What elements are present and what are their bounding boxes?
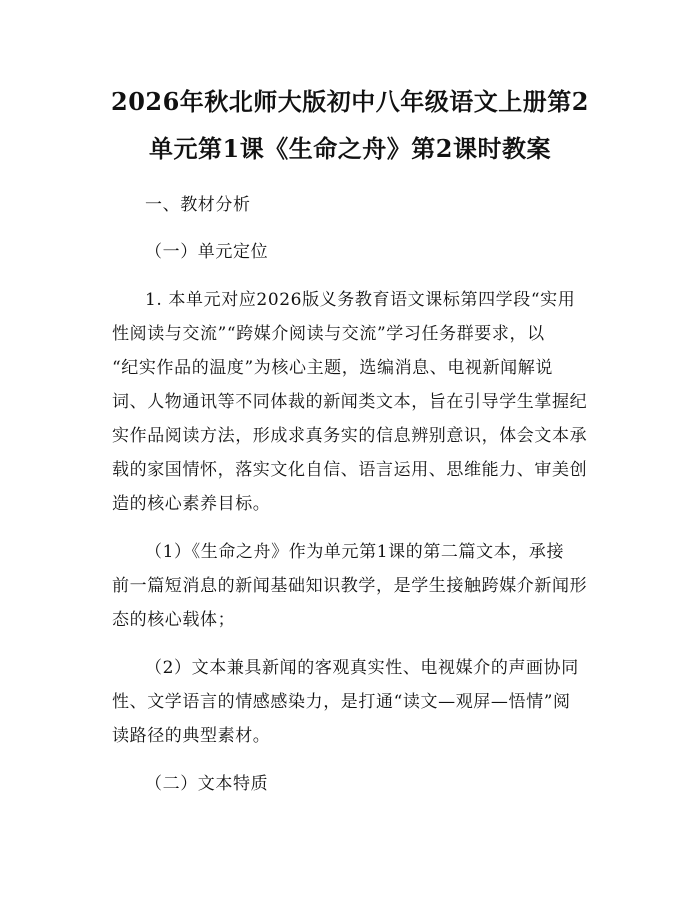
subsection-heading-unit-positioning: （一）单元定位 (145, 242, 269, 262)
paragraph-2-line: 前一篇短消息的新闻基础知识教学，是学生接触跨媒介新闻形 (112, 576, 588, 596)
paragraph-2-line: 态的核心载体； (112, 610, 236, 630)
document-title-line-2: 单元第1课《生命之舟》第2课时教案 (149, 134, 551, 163)
paragraph-1-line: 1. 本单元对应2026版义务教育语文课标第四学段“实用 (145, 290, 576, 310)
paragraph-1-line: “纪实作品的温度”为核心主题，选编消息、电视新闻解说 (112, 358, 553, 378)
section-heading-textbook-analysis: 一、教材分析 (145, 195, 251, 215)
subsection-heading-text-features: （二）文本特质 (145, 774, 269, 794)
paragraph-3-line: （2）文本兼具新闻的客观真实性、电视媒介的声画协同 (145, 658, 579, 678)
paragraph-3-line: 性、文学语言的情感感染力，是打通“读文—观屏—悟情”阅 (112, 692, 571, 712)
paragraph-1-line: 性阅读与交流”“跨媒介阅读与交流”学习任务群要求，以 (112, 324, 545, 344)
paragraph-3-line: 读路径的典型素材。 (112, 726, 271, 746)
paragraph-1-line: 造的核心素养目标。 (112, 494, 271, 514)
paragraph-1-line: 载的家国情怀，落实文化自信、语言运用、思维能力、审美创 (112, 460, 588, 480)
document-title-line-1: 2026年秋北师大版初中八年级语文上册第2 (111, 87, 589, 116)
paragraph-1-line: 词、人物通讯等不同体裁的新闻类文本，旨在引导学生掌握纪 (112, 392, 588, 412)
paragraph-2-line: （1）《生命之舟》作为单元第1课的第二篇文本，承接 (145, 542, 565, 562)
paragraph-1-line: 实作品阅读方法，形成求真务实的信息辨别意识，体会文本承 (112, 426, 588, 446)
